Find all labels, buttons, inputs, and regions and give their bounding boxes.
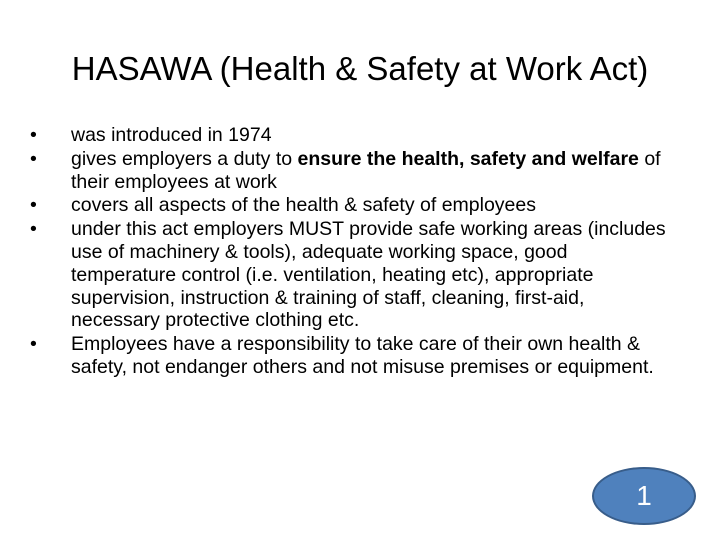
bullet-icon: • xyxy=(30,147,37,170)
bullet-icon: • xyxy=(30,218,37,241)
bullet-item xyxy=(26,194,676,217)
bullet-emphasis: ensure the health, safety and welfare xyxy=(297,147,639,170)
bullet-item xyxy=(26,148,676,194)
bullet-icon: • xyxy=(30,124,37,146)
bullet-text: under this act employers MUST provide safe working areas (includes use of machinery & tools), adequate working space, good temperature control (i.e. ventilation, heating etc), appropriate supervision, instruction & training of staff, cleaning, first-aid, necessary protective clothing etc. xyxy=(71,218,666,332)
page-number-badge xyxy=(592,467,696,525)
slide-title: HASAWA (Health & Safety at Work Act) xyxy=(71,50,649,87)
bullet-icon: • xyxy=(30,194,37,217)
bullet-text: was introduced in 1974 xyxy=(71,124,272,146)
bullet-item xyxy=(26,333,676,379)
bullet-text: Employees have a responsibility to take care of their own health & safety, not endanger others and not misuse premises or equipment. xyxy=(71,333,654,378)
bullet-text: of their employees at work xyxy=(71,147,661,193)
bullet-list xyxy=(26,124,676,380)
bullet-item xyxy=(26,124,676,147)
bullet-item xyxy=(26,218,676,332)
bullet-text: gives employers a duty to xyxy=(71,147,298,170)
bullet-text: covers all aspects of the health & safety of employees xyxy=(71,194,537,217)
bullet-icon: • xyxy=(30,333,37,356)
page-number: 1 xyxy=(636,480,652,511)
